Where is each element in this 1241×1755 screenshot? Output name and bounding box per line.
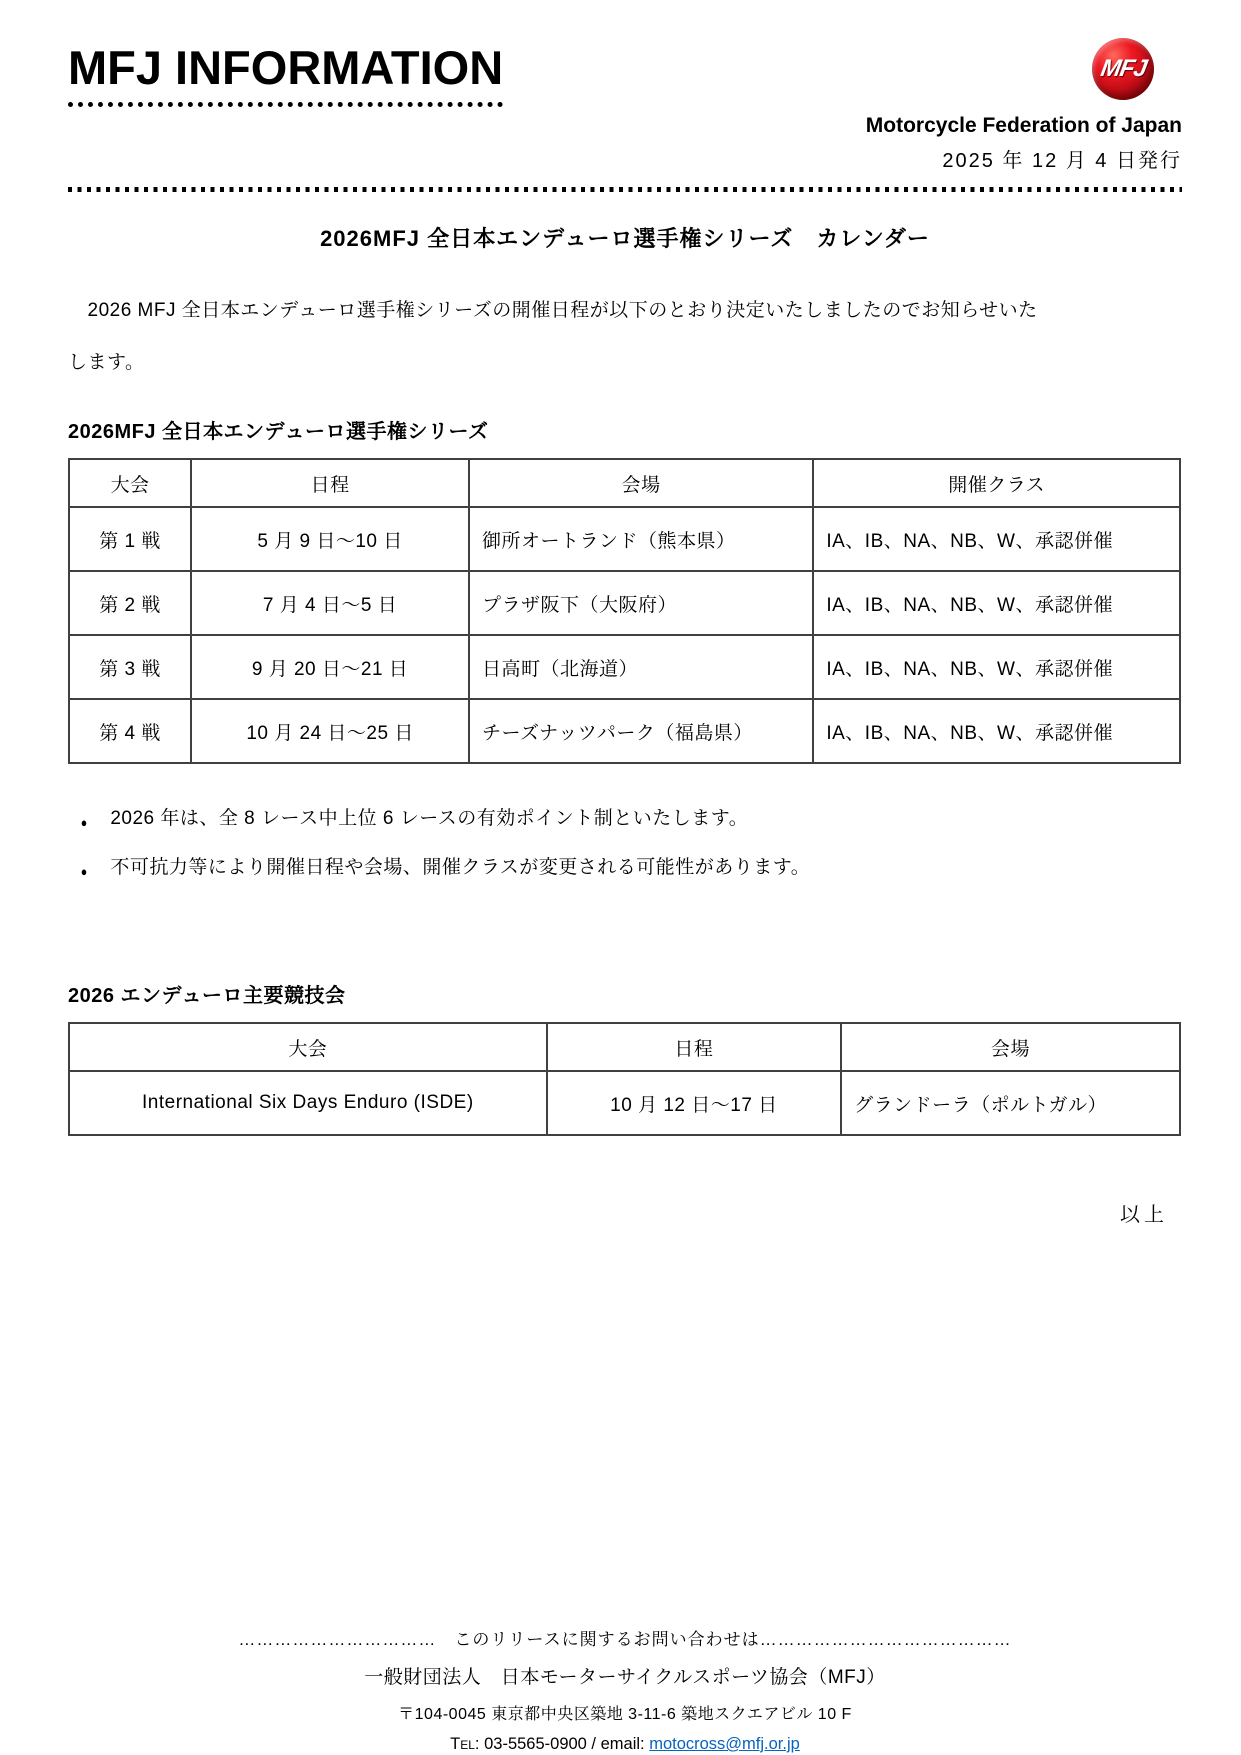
cell-classes: IA、IB、NA、NB、W、承認併催 <box>813 635 1180 699</box>
footer-org-name: 一般財団法人 日本モーターサイクルスポーツ協会（MFJ） <box>364 1667 886 1688</box>
col-header-event: 大会 <box>69 459 191 507</box>
table-row <box>69 699 1180 763</box>
note-text: 2026 年は、全 8 レース中上位 6 レースの有効ポイント制といたします。 <box>110 808 749 829</box>
cell-event: 第 2 戦 <box>69 571 191 635</box>
mfj-logo-icon <box>1092 38 1154 100</box>
col-header-date: 日程 <box>191 459 469 507</box>
section-heading-major: 2026 エンデューロ主要競技会 <box>68 985 346 1007</box>
footer-contact-line <box>68 1735 1182 1754</box>
note-text: 不可抗力等により開催日程や会場、開催クラスが変更される可能性があります。 <box>110 857 811 878</box>
intro-line-2: します。 <box>68 352 145 373</box>
table-row <box>69 571 1180 635</box>
col-header-venue: 会場 <box>469 459 813 507</box>
cell-venue: グランドーラ（ポルトガル） <box>841 1071 1180 1135</box>
cell-date: 5 月 9 日～10 日 <box>191 507 469 571</box>
bullet-icon: ● <box>80 815 88 830</box>
cell-classes: IA、IB、NA、NB、W、承認併催 <box>813 571 1180 635</box>
cell-classes: IA、IB、NA、NB、W、承認併催 <box>813 507 1180 571</box>
col-header-classes: 開催クラス <box>813 459 1180 507</box>
series-calendar-table <box>68 458 1181 764</box>
closing-text: 以上 <box>1120 1204 1168 1226</box>
cell-event: 第 1 戦 <box>69 507 191 571</box>
table-row <box>69 635 1180 699</box>
intro-line-1: 2026 MFJ 全日本エンデューロ選手権シリーズの開催日程が以下のとおり決定いたしましたのでお知らせいた <box>68 300 1038 321</box>
section-heading-series: 2026MFJ 全日本エンデューロ選手権シリーズ <box>68 421 489 443</box>
cell-date: 7 月 4 日～5 日 <box>191 571 469 635</box>
masthead-title: MFJ INFORMATION <box>68 42 503 107</box>
col-header-event: 大会 <box>69 1023 547 1071</box>
intro-paragraph <box>68 285 1182 389</box>
contact-divider-line: …………………………… このリリースに関するお問い合わせは…………………………………… <box>238 1630 1012 1649</box>
dotted-separator <box>68 187 1182 192</box>
notes-list <box>68 804 1182 887</box>
issue-date: 2025 年 12 月 4 日発行 <box>942 150 1182 172</box>
table-header-row <box>69 1023 1180 1071</box>
tel-label: Tel <box>450 1735 475 1753</box>
tel-number: : 03-5565-0900 / email: <box>474 1735 650 1753</box>
footer-address: 〒104-0045 東京都中央区築地 3-11-6 築地スクエアビル 10 F <box>398 1706 852 1723</box>
table-row <box>69 507 1180 571</box>
col-header-date: 日程 <box>547 1023 841 1071</box>
cell-classes: IA、IB、NA、NB、W、承認併催 <box>813 699 1180 763</box>
cell-venue: チーズナッツパーク（福島県） <box>469 699 813 763</box>
cell-venue: プラザ阪下（大阪府） <box>469 571 813 635</box>
note-item <box>68 804 1182 838</box>
note-item <box>68 853 1182 887</box>
table-header-row <box>69 459 1180 507</box>
cell-event: International Six Days Enduro (ISDE) <box>69 1071 547 1135</box>
cell-date: 10 月 12 日～17 日 <box>547 1071 841 1135</box>
cell-date: 10 月 24 日～25 日 <box>191 699 469 763</box>
cell-event: 第 3 戦 <box>69 635 191 699</box>
mfj-logo-text: MFJ <box>1098 55 1148 82</box>
header-right-block <box>866 34 1182 173</box>
cell-date: 9 月 20 日～21 日 <box>191 635 469 699</box>
cell-venue: 日高町（北海道） <box>469 635 813 699</box>
document-footer <box>68 1625 1182 1754</box>
cell-event: 第 4 戦 <box>69 699 191 763</box>
cell-venue: 御所オートランド（熊本県） <box>469 507 813 571</box>
email-link[interactable]: motocross@mfj.or.jp <box>649 1735 800 1753</box>
bullet-icon: ● <box>80 864 88 879</box>
document-header <box>68 34 1182 173</box>
table-row <box>69 1071 1180 1135</box>
document-title: 2026MFJ 全日本エンデューロ選手権シリーズ カレンダー <box>320 226 930 251</box>
org-name-en: Motorcycle Federation of Japan <box>865 114 1182 137</box>
major-events-table <box>68 1022 1181 1136</box>
col-header-venue: 会場 <box>841 1023 1180 1071</box>
